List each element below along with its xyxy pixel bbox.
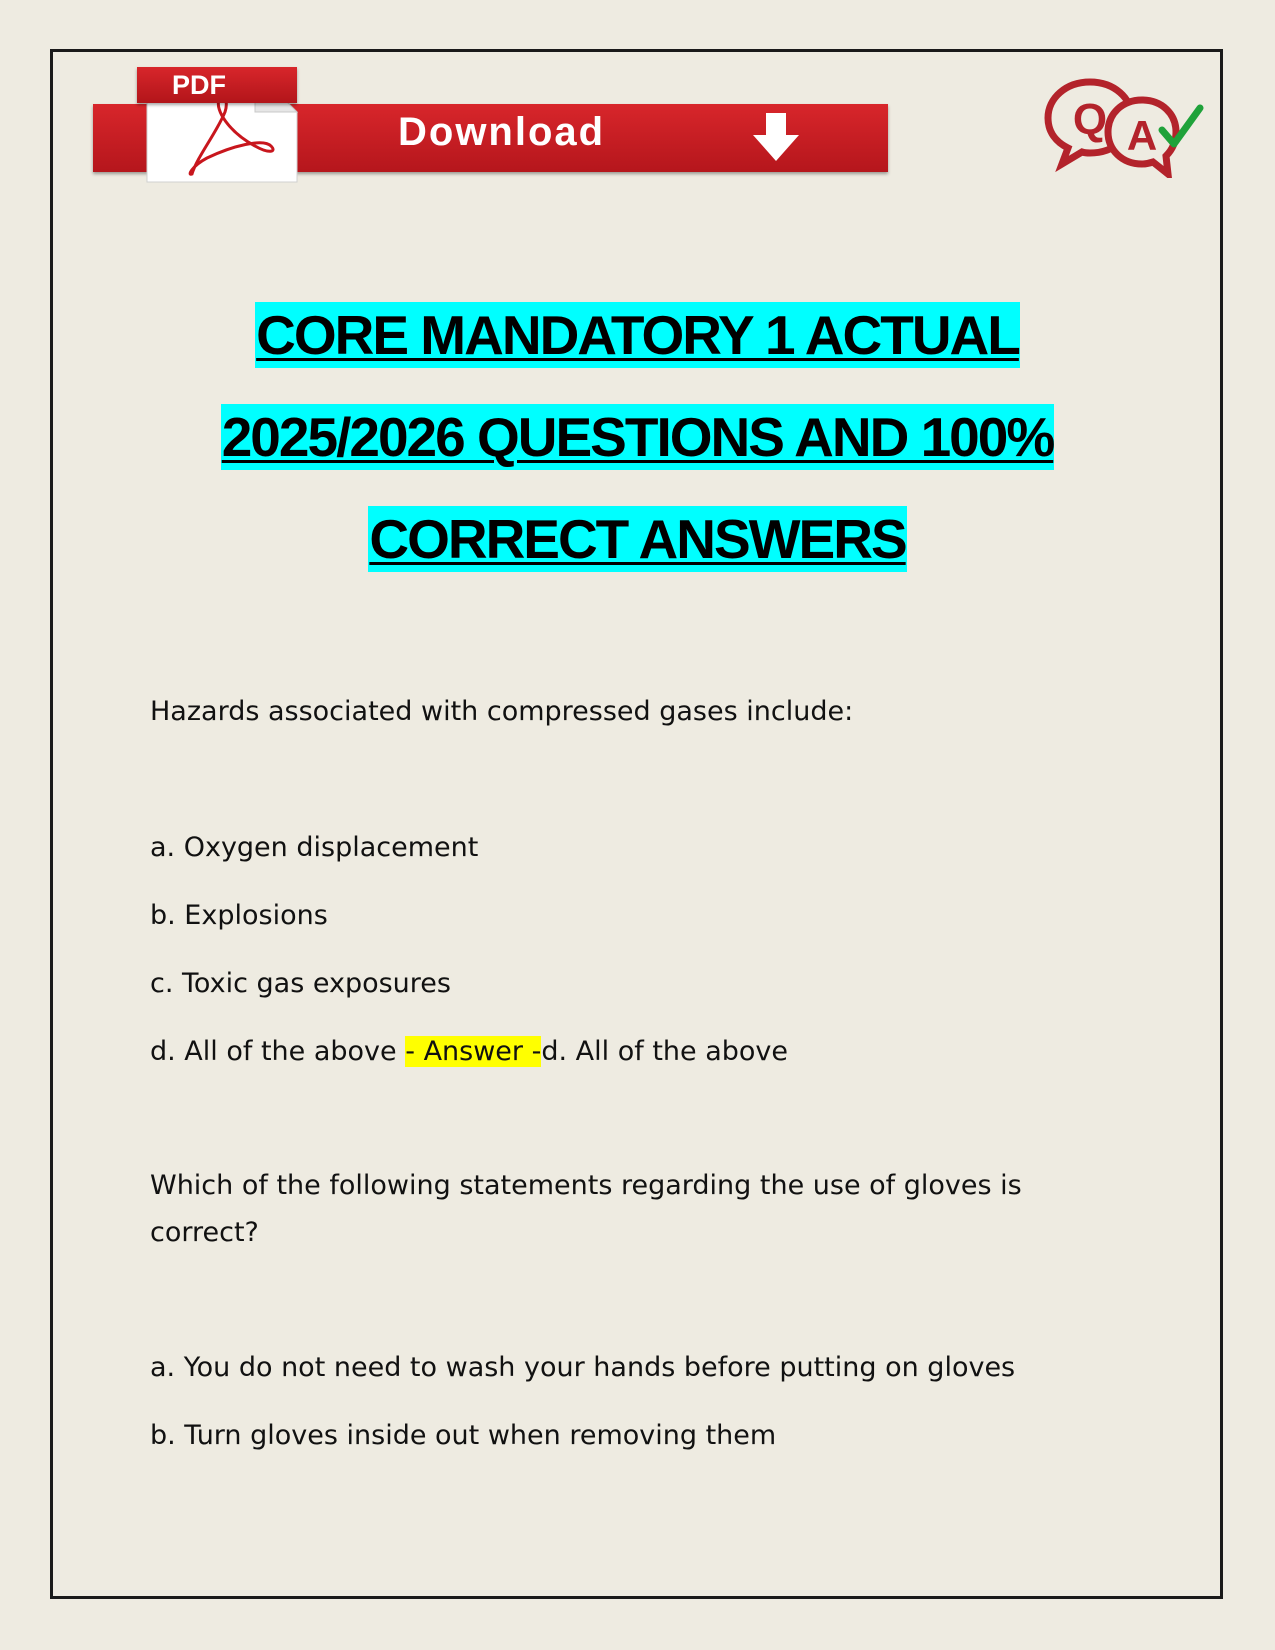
question-2-option-b: b. Turn gloves inside out when removing them (150, 1420, 777, 1451)
question-1-answer: d. All of the above (541, 1036, 789, 1067)
pdf-document-icon (137, 62, 307, 188)
question-1-text: Hazards associated with compressed gases include: (150, 696, 854, 727)
svg-text:A: A (1126, 112, 1158, 159)
question-1-option-d-row (150, 1028, 788, 1075)
title-line-2: 2025/2026 QUESTIONS AND 100% (221, 406, 1054, 468)
question-1-option-d: d. All of the above (150, 1036, 397, 1067)
question-1-option-a: a. Oxygen displacement (150, 832, 479, 863)
question-2-option-a: a. You do not need to wash your hands before putting on gloves (150, 1352, 1016, 1383)
download-arrow-icon (753, 113, 799, 165)
title-line-1: CORE MANDATORY 1 ACTUAL (256, 304, 1019, 366)
download-label: Download (398, 110, 606, 154)
download-banner[interactable] (93, 60, 888, 185)
answer-marker: - Answer - (405, 1036, 542, 1067)
question-1-option-c: c. Toxic gas exposures (150, 968, 451, 999)
title-line-3: CORRECT ANSWERS (369, 508, 906, 570)
question-1-option-b: b. Explosions (150, 900, 328, 931)
qa-logo-icon (1040, 78, 1210, 182)
svg-text:Q: Q (1072, 95, 1108, 144)
pdf-tag: PDF (137, 67, 297, 103)
question-2-text: Which of the following statements regarding the use of gloves is correct? (150, 1170, 1022, 1248)
document-title (100, 302, 1175, 608)
